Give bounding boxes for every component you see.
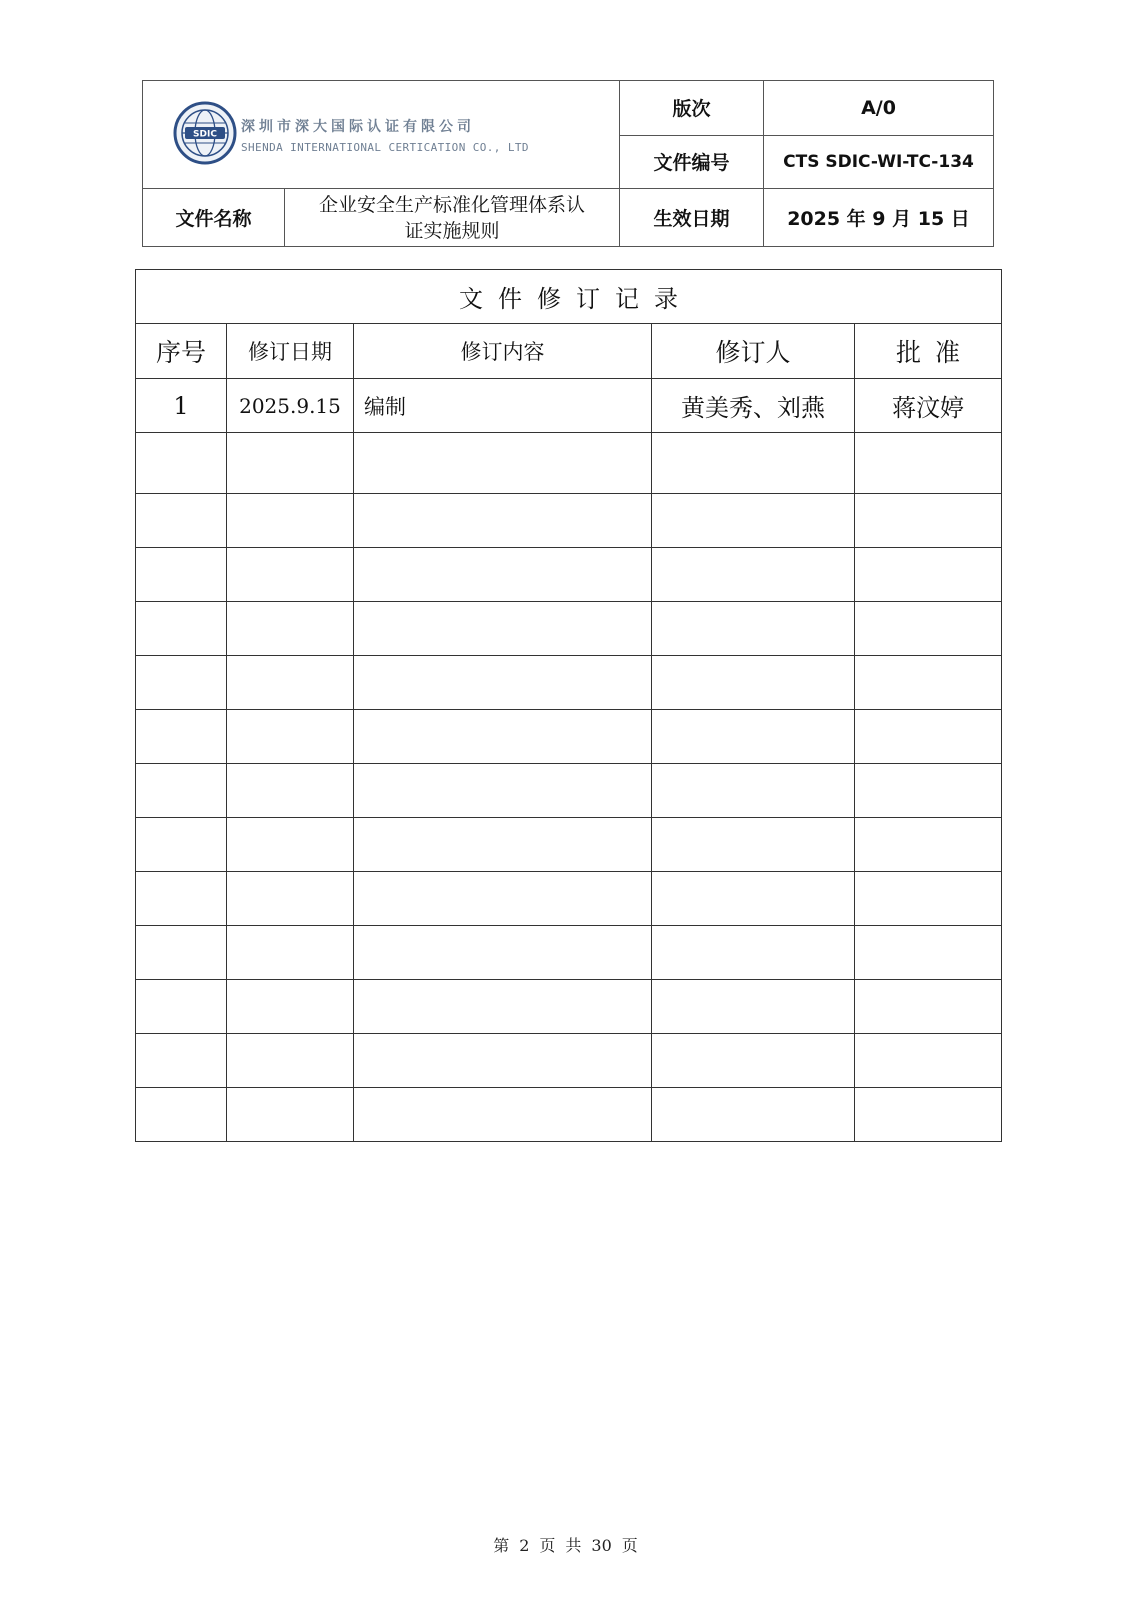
empty-table-row <box>136 818 1002 872</box>
doc-number-label: 文件编号 <box>620 135 764 189</box>
empty-cell <box>227 656 354 710</box>
empty-cell <box>136 980 227 1034</box>
empty-cell <box>354 872 652 926</box>
empty-cell <box>136 548 227 602</box>
empty-cell <box>227 548 354 602</box>
empty-cell <box>136 1088 227 1142</box>
empty-cell <box>652 548 855 602</box>
empty-table-row <box>136 710 1002 764</box>
empty-cell <box>855 818 1002 872</box>
empty-cell <box>652 980 855 1034</box>
doc-number-value: CTS SDIC-WI-TC-134 <box>764 135 994 189</box>
empty-table-row <box>136 494 1002 548</box>
empty-table-row <box>136 764 1002 818</box>
column-header-approve: 批准 <box>855 324 1002 379</box>
logo-text: SDIC <box>193 129 217 140</box>
empty-cell <box>227 433 354 494</box>
cell-content: 编制 <box>354 379 652 433</box>
revision-record-table <box>135 269 1002 1142</box>
empty-cell <box>227 494 354 548</box>
empty-cell <box>855 872 1002 926</box>
column-header-reviser: 修订人 <box>652 324 855 379</box>
doc-name-value <box>285 189 620 247</box>
cell-seq: 1 <box>136 379 227 433</box>
empty-cell <box>855 1088 1002 1142</box>
column-header-date: 修订日期 <box>227 324 354 379</box>
empty-table-row <box>136 980 1002 1034</box>
effective-date-value: 2025 年 9 月 15 日 <box>764 189 994 247</box>
version-value: A/0 <box>764 81 994 136</box>
empty-table-row <box>136 548 1002 602</box>
empty-table-row <box>136 1088 1002 1142</box>
footer-page-number: 2 <box>519 1536 530 1555</box>
empty-cell <box>136 818 227 872</box>
footer-total-prefix: 共 <box>565 1536 582 1555</box>
empty-cell <box>227 764 354 818</box>
empty-cell <box>227 710 354 764</box>
company-logo-cell <box>143 81 620 189</box>
empty-cell <box>652 433 855 494</box>
empty-cell <box>136 433 227 494</box>
revision-table-header-row <box>136 324 1002 379</box>
empty-cell <box>354 602 652 656</box>
empty-cell <box>855 656 1002 710</box>
empty-cell <box>354 433 652 494</box>
table-row <box>136 379 1002 433</box>
empty-cell <box>354 710 652 764</box>
footer-total-unit: 页 <box>621 1536 638 1555</box>
column-header-seq: 序号 <box>136 324 227 379</box>
empty-cell <box>354 980 652 1034</box>
empty-cell <box>855 710 1002 764</box>
empty-table-row <box>136 926 1002 980</box>
empty-table-row <box>136 433 1002 494</box>
company-name-cn: 深圳市深大国际认证有限公司 <box>241 119 475 135</box>
empty-cell <box>652 1088 855 1142</box>
empty-cell <box>354 764 652 818</box>
empty-cell <box>136 764 227 818</box>
page-footer <box>0 1533 1131 1556</box>
cell-reviser: 黄美秀、刘燕 <box>652 379 855 433</box>
empty-cell <box>855 764 1002 818</box>
footer-page-unit: 页 <box>539 1536 556 1555</box>
company-name-en: SHENDA INTERNATIONAL CERTICATION CO., LTD <box>241 141 529 154</box>
empty-cell <box>354 1088 652 1142</box>
document-header-table <box>142 80 994 247</box>
empty-cell <box>227 1088 354 1142</box>
empty-table-row <box>136 872 1002 926</box>
empty-table-row <box>136 656 1002 710</box>
empty-cell <box>652 602 855 656</box>
empty-cell <box>652 1034 855 1088</box>
empty-cell <box>855 548 1002 602</box>
empty-cell <box>652 926 855 980</box>
company-logo-icon <box>173 101 237 165</box>
cell-approve: 蒋汶婷 <box>855 379 1002 433</box>
empty-cell <box>354 1034 652 1088</box>
empty-cell <box>855 1034 1002 1088</box>
empty-cell <box>136 656 227 710</box>
empty-cell <box>227 1034 354 1088</box>
doc-name-line2: 证实施规则 <box>404 219 500 242</box>
footer-prefix: 第 <box>493 1536 510 1555</box>
revision-table-title: 文件修订记录 <box>136 270 1002 324</box>
empty-table-row <box>136 602 1002 656</box>
empty-cell <box>855 980 1002 1034</box>
version-label: 版次 <box>620 81 764 136</box>
empty-cell <box>136 602 227 656</box>
empty-cell <box>227 602 354 656</box>
empty-cell <box>136 872 227 926</box>
empty-cell <box>354 548 652 602</box>
footer-total-pages: 30 <box>591 1536 612 1555</box>
empty-cell <box>652 818 855 872</box>
empty-cell <box>652 764 855 818</box>
empty-cell <box>227 818 354 872</box>
empty-cell <box>136 494 227 548</box>
empty-cell <box>652 710 855 764</box>
empty-cell <box>652 494 855 548</box>
effective-date-label: 生效日期 <box>620 189 764 247</box>
empty-cell <box>354 494 652 548</box>
empty-cell <box>136 1034 227 1088</box>
empty-cell <box>354 656 652 710</box>
empty-cell <box>652 656 855 710</box>
empty-cell <box>227 980 354 1034</box>
empty-cell <box>855 494 1002 548</box>
empty-cell <box>354 926 652 980</box>
empty-cell <box>136 926 227 980</box>
empty-table-row <box>136 1034 1002 1088</box>
empty-cell <box>855 433 1002 494</box>
empty-cell <box>136 710 227 764</box>
empty-cell <box>227 872 354 926</box>
empty-cell <box>354 818 652 872</box>
doc-name-line1: 企业安全生产标准化管理体系认 <box>318 193 585 216</box>
empty-cell <box>227 926 354 980</box>
empty-cell <box>855 926 1002 980</box>
empty-cell <box>855 602 1002 656</box>
doc-name-label: 文件名称 <box>143 189 285 247</box>
cell-date: 2025.9.15 <box>227 379 354 433</box>
empty-cell <box>652 872 855 926</box>
column-header-content: 修订内容 <box>354 324 652 379</box>
